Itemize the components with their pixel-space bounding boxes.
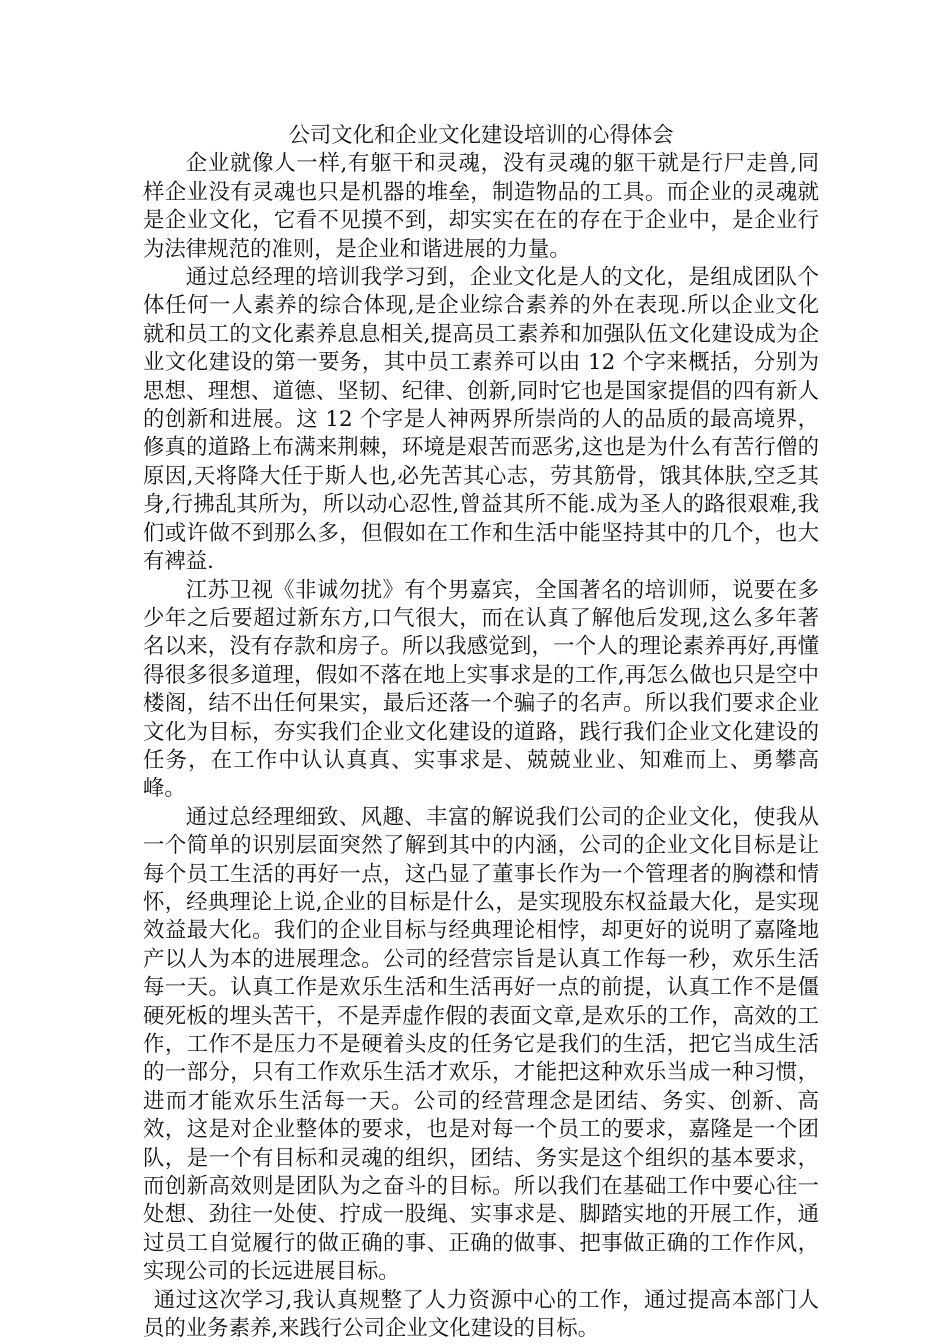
paragraph-1: 企业就像人一样,有躯干和灵魂，没有灵魂的躯干就是行尸走兽,同样企业没有灵魂也只是机器的堆垒，制造物品的工具。而企业的灵魂就是企业文化，它看不见摸不到，却实实在在的存在于企业中，是企业行为法律规范的准则，是企业和谐进展的力量。 [143,151,819,262]
document-title: 公司文化和企业文化建设培训的心得体会 [288,123,674,148]
paragraph-2: 通过总经理的培训我学习到，企业文化是人的文化，是组成团队个体任何一人素养的综合体现,是企业综合素养的外在表现.所以企业文化就和员工的文化素养息息相关,提高员工素养和加强队伍文化建设成为企业文化建设的第一要务，其中员工素养可以由 12 个字来概括，分别为思想、理想、道德、坚韧、纪律、创新,同时它也是国家提倡的四有新人的创新和进展。这 12 个字是人神两界所崇尚的人的品质的最高境界，修真的道路上布满来荆棘，环境是艰苦而恶劣,这也是为什么有苦行僧的原因,天将降大任于斯人也,必先苦其心志，劳其筋骨，饿其体肤,空乏其身,行拂乱其所为，所以动心忍性,曾益其所不能.成为圣人的路很艰难,我们或许做不到那么多，但假如在工作和生活中能坚持其中的几个，也大有裨益. [143,265,819,575]
document-page [143,122,819,1343]
paragraph-3: 江苏卫视《非诚勿扰》有个男嘉宾，全国著名的培训师，说要在多少年之后要超过新东方,口气很大，而在认真了解他后发现,这么多年著名以来，没有存款和房子。所以我感觉到，一个人的理论素养再好,再懂得很多很多道理，假如不落在地上实事求是的工作,再怎么做也只是空中楼阁，结不出任何果实，最后还落一个骗子的名声。所以我们要求企业文化为目标，夯实我们企业文化建设的道路，践行我们企业文化建设的任务，在工作中认认真真、实事求是、兢兢业业、知难而上、勇攀高峰。 [143,577,819,802]
paragraph-4: 通过总经理细致、风趣、丰富的解说我们公司的企业文化，使我从一个简单的识别层面突然了解到其中的内涵，公司的企业文化目标是让每个员工生活的再好一点，这凸显了董事长作为一个管理者的胸襟和情怀，经典理论上说,企业的目标是什么，是实现股东权益最大化，是实现效益最大化。我们的企业目标与经典理论相悖，却更好的说明了嘉隆地产以人为本的进展理念。公司的经营宗旨是认真工作每一秒，欢乐生活每一天。认真工作是欢乐生活和生活再好一点的前提，认真工作不是僵硬死板的埋头苦干，不是弄虚作假的表面文章,是欢乐的工作，高效的工作，工作不是压力不是硬着头皮的任务它是我们的生活，把它当成生活的一部分，只有工作欢乐生活才欢乐，才能把这种欢乐当成一种习惯，进而才能欢乐生活每一天。公司的经营理念是团结、务实、创新、高效，这是对企业整体的要求，也是对每一个员工的要求，嘉隆是一个团队，是一个有目标和灵魂的组织，团结、务实是这个组织的基本要求，而创新高效则是团队为之奋斗的目标。所以我们在基础工作中要心往一处想、劲往一处使、拧成一股绳、实事求是、脚踏实地的开展工作，通过员工自觉履行的做正确的事、正确的做事、把事做正确的工作作风，实现公司的长远进展目标。 [143,804,819,1285]
paragraph-5: 通过这次学习,我认真规整了人力资源中心的工作，通过提高本部门人员的业务素养,来践行公司企业文化建设的目标。 [143,1287,819,1342]
